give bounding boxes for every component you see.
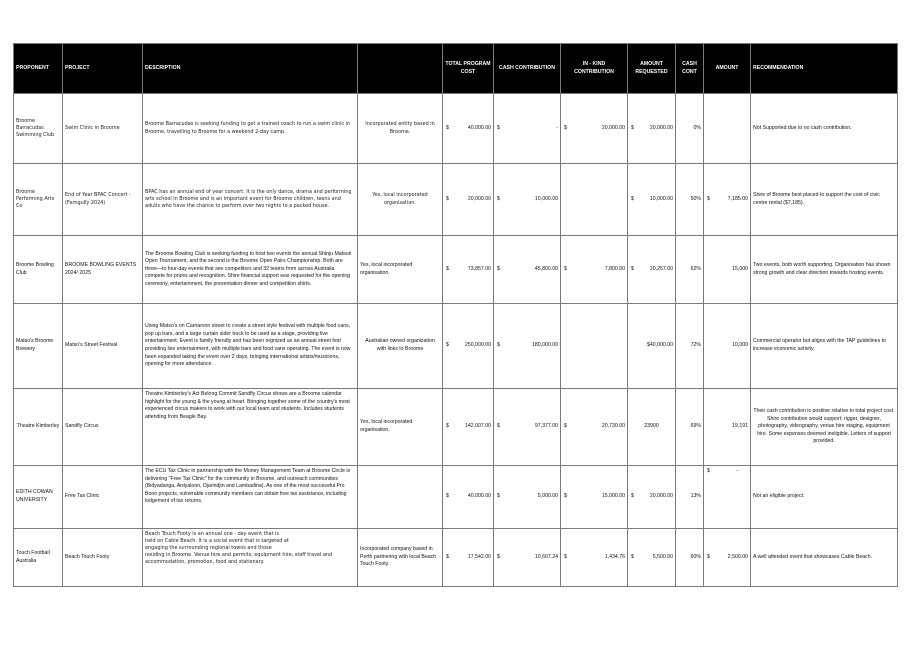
- cash-cont-cell: 72%: [676, 304, 704, 389]
- cash-contribution-cell: [494, 466, 561, 529]
- cash-cont-cell: 50%: [676, 164, 704, 236]
- table-row: [14, 236, 898, 304]
- project-cell: Sandfly Circus: [63, 389, 143, 466]
- recommendation-cell: Their cash contribution is positive relative to total project cost. Shire contribution would support; rigger, designer, photography, videography, venue hire staging, equipment hire. Some expenses deemed ineligible. Letters of support provided.: [751, 389, 898, 466]
- total-program-cost-cell: [443, 164, 494, 236]
- amount-requested-cell: [628, 529, 676, 587]
- in-kind-contribution-cell: [561, 94, 628, 164]
- total-program-cost-cell: [443, 389, 494, 466]
- proponent-cell: Theatre Kimberley: [14, 389, 63, 466]
- header-amount-requested: AMOUNT REQUESTED: [628, 44, 676, 94]
- recommendation-cell: Two events, both worth supporting. Organisation has shown strong growth and clear direction towards hosting events.: [751, 236, 898, 304]
- cash-contribution-value: 10,000.00: [534, 195, 558, 202]
- table-row: [14, 389, 898, 466]
- proponent-cell: Matso's Broome Brewery: [14, 304, 63, 389]
- total-program-cost-cell: [443, 529, 494, 587]
- description-cell: Broome Barracudas is seeking funding to get a trained coach to run a swim clinic in Broome, travelling to Broome for a weekend 2-day camp.: [143, 94, 358, 164]
- total-program-cost-value: 142,007.00: [465, 423, 491, 430]
- amount-cell: 15,000: [704, 236, 751, 304]
- header-in-kind-contribution: IN - KIND CONTRIBUTION: [561, 44, 628, 94]
- in-kind-contribution-cell: [561, 304, 628, 389]
- amount-requested-value: 20,257.00: [649, 265, 673, 272]
- currency-symbol: $: [446, 195, 449, 202]
- currency-symbol: $: [497, 124, 500, 131]
- currency-symbol: $: [631, 195, 634, 202]
- currency-symbol: $: [707, 553, 710, 560]
- currency-symbol: $: [446, 124, 449, 131]
- currency-symbol: $: [446, 493, 449, 500]
- proponent-cell: Broome Performing Arts Co: [14, 164, 63, 236]
- currency-symbol: $: [497, 342, 500, 349]
- proponent-cell: Broome Bowling Club: [14, 236, 63, 304]
- cash-contribution-cell: [494, 94, 561, 164]
- amount-cell: 10,000: [704, 304, 751, 389]
- amount-requested-cell: [628, 466, 676, 529]
- table-row: [14, 466, 898, 529]
- amount-cell: [704, 466, 751, 529]
- currency-symbol: $: [631, 265, 634, 272]
- eligibility-cell: Australian owned organization with links to Broome: [358, 304, 443, 389]
- amount-requested-cell: [628, 236, 676, 304]
- currency-symbol: $: [497, 265, 500, 272]
- recommendation-cell: A well attended event that showcases Cable Beach.: [751, 529, 898, 587]
- project-cell: Beach Touch Footy: [63, 529, 143, 587]
- total-program-cost-cell: [443, 94, 494, 164]
- amount-cell: [704, 529, 751, 587]
- currency-symbol: $: [497, 423, 500, 430]
- cash-contribution-value: 45,800.00: [534, 265, 558, 272]
- cash-contribution-value: 10,607.24: [534, 553, 558, 560]
- amount-requested-value: 10,000.00: [649, 195, 673, 202]
- cash-contribution-cell: [494, 164, 561, 236]
- currency-symbol: $: [564, 493, 567, 500]
- currency-symbol: $: [446, 553, 449, 560]
- currency-symbol: $: [497, 195, 500, 202]
- description-cell: The Broome Bowling Club is seeking funding to host two events the annual Shinju Matsuri Open Tournament, and the second is the Broome Open Pairs Championship. Both are three—to four-day events that see competitors and 32 teams from across Australia compete for prizes and recognition. Shire financial support was requested for the opening ceremony, entertainment, the presentation dinner and competition shirts.: [143, 236, 358, 304]
- total-program-cost-value: 40,000.00: [467, 493, 491, 500]
- header-total-program-cost: TOTAL PROGRAM COST: [443, 44, 494, 94]
- currency-symbol: $: [564, 124, 567, 131]
- total-program-cost-value: 20,000.00: [467, 195, 491, 202]
- amount-cell: 19,191: [704, 389, 751, 466]
- header-cash-contribution: CASH CONTRIBUTION: [494, 44, 561, 94]
- header-proponent: PROPONENT: [14, 44, 63, 94]
- currency-symbol: $: [497, 493, 500, 500]
- cash-contribution-value: -: [556, 124, 558, 131]
- amount-requested-value: 20,000.00: [649, 124, 673, 131]
- total-program-cost-cell: [443, 236, 494, 304]
- project-cell: Swim Clinic in Broome: [63, 94, 143, 164]
- project-cell: Free Tax Clinic: [63, 466, 143, 529]
- currency-symbol: $: [707, 468, 710, 474]
- in-kind-contribution-value: 7,800.00: [604, 265, 625, 272]
- amount-requested-cell: [628, 164, 676, 236]
- header-project: PROJECT: [63, 44, 143, 94]
- table-row: [14, 94, 898, 164]
- eligibility-cell: Yes, local incorporated organisation.: [358, 236, 443, 304]
- cash-cont-cell: 13%: [676, 466, 704, 529]
- description-cell: Theatre Kimberley's Act Belong Commit Sandfly Circus shows are a Broome calendar highlight for the young & the young at heart. Bringing together some of the country's most experienced circus makers to work with our local team and students. Includes students attending from Beagle Bay.: [143, 389, 358, 466]
- currency-symbol: $: [446, 265, 449, 272]
- currency-symbol: $: [564, 553, 567, 560]
- header-cash-cont: CASH CONT: [676, 44, 704, 94]
- description-cell: The ECU Tax Clinic in partnership with the Money Management Team at Broome Circle is delivering "Free Tax Clinic" for the community in Broome, and outreach communities (Bidyadanga, Ardyaloon, Djarindjin and Lambadina). As one of the most successful Pro Bono projects, vulnerable community members can obtain free tax assistance, including lodgement of tax returns.: [143, 466, 358, 529]
- in-kind-contribution-cell: [561, 164, 628, 236]
- cash-cont-cell: 0%: [676, 94, 704, 164]
- eligibility-cell: Yes, local incorporated organisation.: [358, 164, 443, 236]
- eligibility-cell: Incorporated company based in Perth partnering with local Beach Touch Footy.: [358, 529, 443, 587]
- amount-value: 2,500.00: [727, 553, 748, 560]
- cash-contribution-cell: [494, 529, 561, 587]
- in-kind-contribution-value: 15,000.00: [601, 493, 625, 500]
- in-kind-contribution-value: 20,730.00: [601, 423, 625, 430]
- grant-applications-table: [13, 43, 898, 587]
- header-amount: AMOUNT: [704, 44, 751, 94]
- amount-requested-cell: [628, 94, 676, 164]
- currency-symbol: $: [631, 553, 634, 560]
- in-kind-contribution-cell: [561, 389, 628, 466]
- description-cell: BPAC has an annual end of year concert. It is the only dance, drama and performing arts school in Broome and is an important event for Broome children, teens and adults who have the chance to perform over two nights to a packed house.: [143, 164, 358, 236]
- header-row: [14, 44, 898, 94]
- in-kind-contribution-cell: [561, 466, 628, 529]
- amount-value: 7,185.00: [727, 195, 748, 202]
- cash-contribution-value: 5,000.00: [537, 493, 558, 500]
- currency-symbol: $: [497, 553, 500, 560]
- currency-symbol: $: [631, 124, 634, 131]
- currency-symbol: $: [446, 342, 449, 349]
- cash-cont-cell: 69%: [676, 389, 704, 466]
- description-cell: Using Matso's on Carnarvon street to create a street style festival with multiple food cans, pop up bars, and a large curtain sider truck to be used as a stage, providing live entertainment. Event is family friendly and has been orgnized as an annual street fest providing live entertainment, with multiple bars and food vans operating. The event is now been expanded taking the event over 2 days, bringing international artists/musicions, opening for more attendance.: [143, 304, 358, 389]
- amount-cell: [704, 164, 751, 236]
- proponent-cell: Broome Barracudas Swimming Club: [14, 94, 63, 164]
- recommendation-cell: Not an eligible project.: [751, 466, 898, 529]
- currency-symbol: $: [564, 423, 567, 430]
- amount-requested-value: 20,000.00: [649, 493, 673, 500]
- currency-symbol: $: [564, 265, 567, 272]
- amount-value: -: [736, 468, 738, 474]
- cash-contribution-cell: [494, 304, 561, 389]
- amount-requested-cell: 23900: [628, 389, 676, 466]
- header-eligibility: [358, 44, 443, 94]
- eligibility-cell: [358, 466, 443, 529]
- project-cell: BROOME BOWLING EVENTS 2024/ 2025: [63, 236, 143, 304]
- amount-requested-value: 5,500.00: [652, 553, 673, 560]
- in-kind-contribution-value: 1,434.76: [604, 553, 625, 560]
- table-row: [14, 529, 898, 587]
- cash-contribution-value: 97,377.00: [534, 423, 558, 430]
- in-kind-contribution-cell: [561, 529, 628, 587]
- total-program-cost-value: 250,000.00: [465, 342, 491, 349]
- total-program-cost-cell: [443, 304, 494, 389]
- cash-cont-cell: 62%: [676, 236, 704, 304]
- total-program-cost-cell: [443, 466, 494, 529]
- total-program-cost-value: 73,857.00: [467, 265, 491, 272]
- total-program-cost-value: 40,000.00: [467, 124, 491, 131]
- recommendation-cell: Commercial operator but aligns with the TAP guidelines to increase economic activity.: [751, 304, 898, 389]
- project-cell: Matso's Street Festival: [63, 304, 143, 389]
- in-kind-contribution-value: 20,000.00: [601, 124, 625, 131]
- project-cell: End of Year BPAC Concert - (Ferngully 2024): [63, 164, 143, 236]
- cash-contribution-cell: [494, 389, 561, 466]
- cash-contribution-cell: [494, 236, 561, 304]
- recommendation-cell: Shire of Broome best placed to support the cost of civic centre rental ($7,185).: [751, 164, 898, 236]
- header-description: DESCRIPTION: [143, 44, 358, 94]
- proponent-cell: Touch Football Australia: [14, 529, 63, 587]
- currency-symbol: $: [707, 195, 710, 202]
- table-row: [14, 304, 898, 389]
- eligibility-cell: Yes, local incorporated organisation.: [358, 389, 443, 466]
- description-cell: Beach Touch Footy is an annual one - day event that is held on Cable Beach. It is a social event that is targeted at engaging the surrounding regional towns and those residing in Broome. Venue hire and permits, equipment hire, staff travel and accommodation, promotion, food and stationary.: [143, 529, 358, 587]
- header-recommendation: RECOMMENDATION: [751, 44, 898, 94]
- table-row: [14, 164, 898, 236]
- currency-symbol: $: [446, 423, 449, 430]
- currency-symbol: $: [631, 493, 634, 500]
- amount-cell: [704, 94, 751, 164]
- proponent-cell: EDITH COWAN UNIVERSITY: [14, 466, 63, 529]
- amount-requested-cell: $40,000.00: [628, 304, 676, 389]
- total-program-cost-value: 17,542.00: [467, 553, 491, 560]
- cash-contribution-value: 180,000.00: [532, 342, 558, 349]
- eligibility-cell: Incorporated entity based in Broome.: [358, 94, 443, 164]
- cash-cont-cell: 60%: [676, 529, 704, 587]
- in-kind-contribution-cell: [561, 236, 628, 304]
- recommendation-cell: Not Supported due to no cash contribution.: [751, 94, 898, 164]
